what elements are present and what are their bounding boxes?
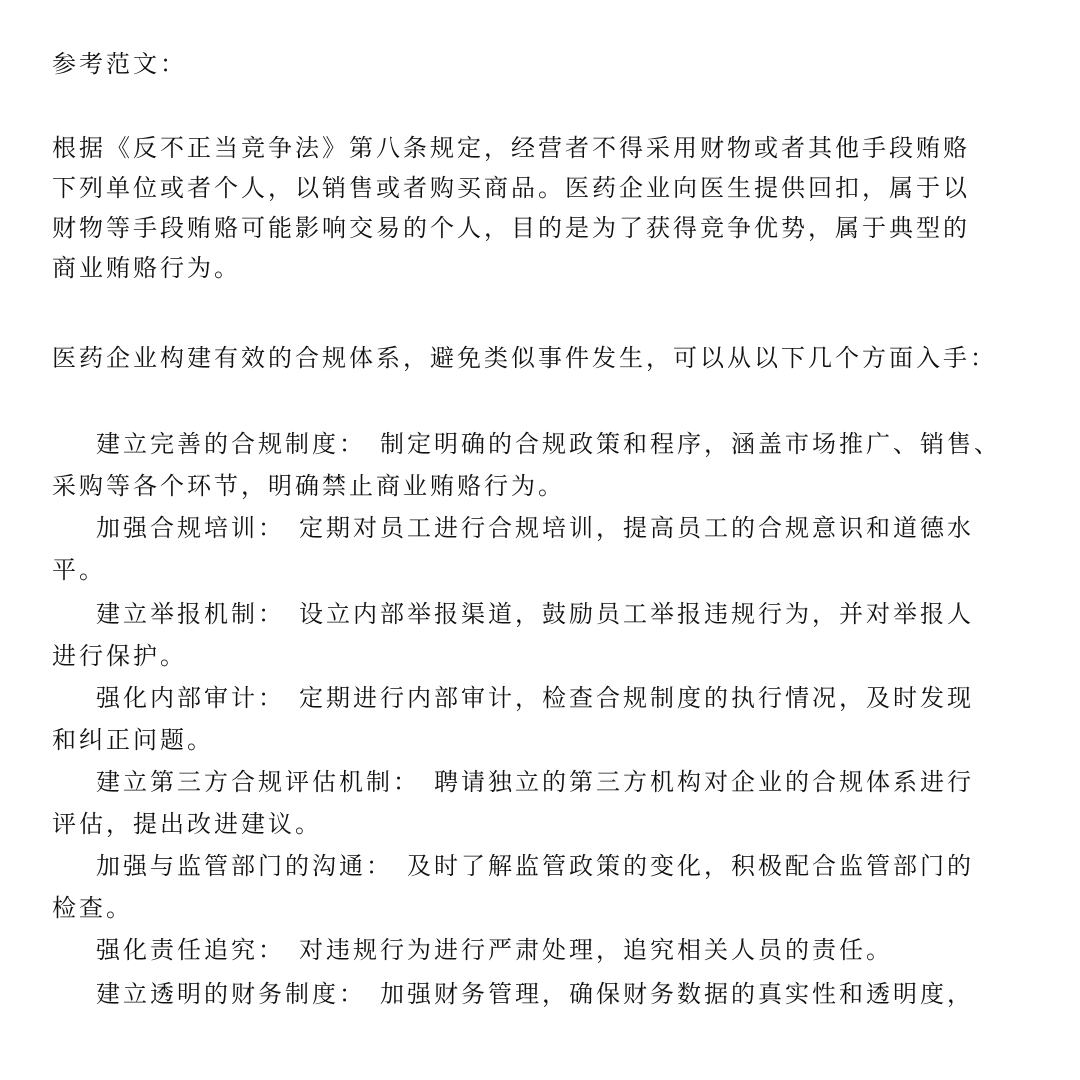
list-item-title: 建立第三方合规评估机制：	[96, 768, 420, 796]
list-item-title: 建立完善的合规制度：	[96, 430, 366, 458]
list-item-continuation: 采购等各个环节，明确禁止商业贿赂行为。	[52, 472, 565, 500]
list-item-text: 对违规行为进行严肃处理，追究相关人员的责任。	[299, 936, 893, 964]
list-item-title: 加强合规培训：	[96, 514, 285, 542]
list-item	[96, 762, 974, 802]
intro-line-4: 商业贿赂行为。	[52, 254, 241, 282]
list-item-title: 建立举报机制：	[96, 600, 285, 628]
list-item	[96, 974, 974, 1014]
list-item-text: 设立内部举报渠道，鼓励员工举报违规行为，并对举报人	[299, 600, 974, 628]
list-item-text: 制定明确的合规政策和程序，涵盖市场推广、销售、	[380, 430, 1001, 458]
list-item-title: 加强与监管部门的沟通：	[96, 852, 393, 880]
list-item-continuation: 进行保护。	[52, 642, 187, 670]
list-item-continuation: 平。	[52, 556, 106, 584]
document-heading: 参考范文：	[52, 50, 187, 78]
list-item-title: 建立透明的财务制度：	[96, 980, 366, 1008]
list-item-text: 定期进行内部审计，检查合规制度的执行情况，及时发现	[299, 684, 974, 712]
list-item-continuation: 检查。	[52, 894, 133, 922]
intro-line-2: 下列单位或者个人，以销售或者购买商品。医药企业向医生提供回扣，属于以	[52, 174, 970, 202]
list-item-title: 强化内部审计：	[96, 684, 285, 712]
lead-paragraph: 医药企业构建有效的合规体系，避免类似事件发生，可以从以下几个方面入手：	[52, 344, 997, 372]
list-item-continuation: 和纠正问题。	[52, 726, 214, 754]
list-item-text: 加强财务管理，确保财务数据的真实性和透明度，	[380, 980, 974, 1008]
intro-line-3: 财物等手段贿赂可能影响交易的个人，目的是为了获得竞争优势，属于典型的	[52, 214, 970, 242]
list-item	[96, 508, 974, 548]
list-item	[96, 930, 893, 970]
list-item-continuation: 评估，提出改进建议。	[52, 810, 322, 838]
list-item-text: 定期对员工进行合规培训，提高员工的合规意识和道德水	[299, 514, 974, 542]
list-item	[96, 424, 1001, 464]
list-item	[96, 594, 974, 634]
intro-line-1: 根据《反不正当竞争法》第八条规定，经营者不得采用财物或者其他手段贿赂	[52, 134, 970, 162]
list-item	[96, 846, 974, 886]
list-item-text: 及时了解监管政策的变化，积极配合监管部门的	[407, 852, 974, 880]
list-item-title: 强化责任追究：	[96, 936, 285, 964]
list-item	[96, 678, 974, 718]
list-item-text: 聘请独立的第三方机构对企业的合规体系进行	[434, 768, 974, 796]
